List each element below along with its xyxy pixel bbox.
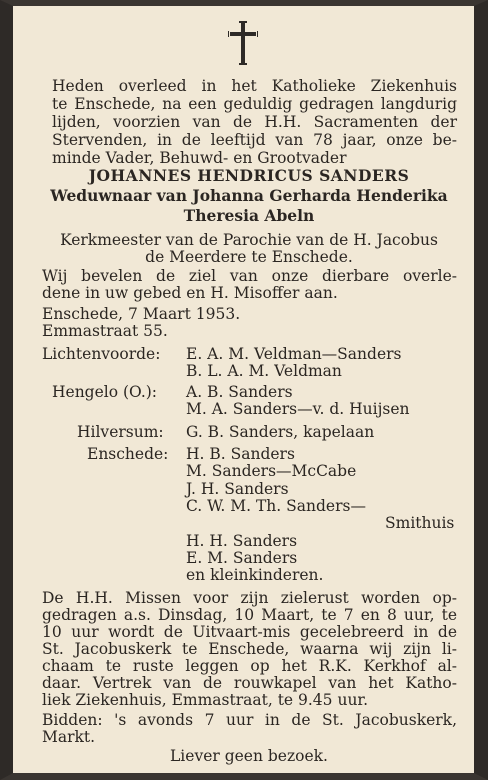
role-line: de Meerdere te Enschede. [145, 248, 353, 266]
family-name: M. Sanders—McCabe [186, 462, 357, 480]
family-place: Enschede: [87, 445, 169, 463]
prayer-time-line: Bidden: 's avonds 7 uur in de St. Jacobuskerk, [42, 711, 457, 729]
widower-line: Theresia Abeln [183, 206, 315, 225]
cross-icon [228, 20, 258, 68]
family-name: B. L. A. M. Veldman [186, 362, 342, 380]
family-name: A. B. Sanders [186, 383, 293, 401]
family-name: M. A. Sanders—v. d. Huijsen [186, 400, 410, 418]
family-place: Hengelo (O.): [52, 383, 158, 401]
family-name: C. W. M. Th. Sanders— [186, 497, 366, 515]
prayer-line: dene in uw gebed en H. Misoffer aan. [42, 284, 338, 302]
mass-line: gedragen a.s. Dinsdag, 10 Maart, te 7 en 8 uur, te [42, 606, 457, 624]
mass-line: St. Jacobuskerk te Enschede, waarna wij zijn li- [42, 640, 457, 658]
address: Emmastraat 55. [42, 322, 168, 340]
mass-line: daar. Vertrek van de rouwkapel van het Katho- [42, 674, 457, 692]
intro-line: te Enschede, na een geduldig gedragen langdurig [52, 95, 457, 113]
family-name: E. M. Sanders [186, 549, 298, 567]
widower-line: Weduwnaar van Johanna Gerharda Henderika [50, 186, 448, 205]
role-line: Kerkmeester van de Parochie van de H. Jacobus [60, 231, 438, 249]
mass-line: 10 uur wordt de Uitvaart-mis gecelebreerd in de [42, 623, 457, 641]
mass-line: De H.H. Missen voor zijn zielerust worden op- [42, 589, 457, 607]
mass-line: liek Ziekenhuis, Emmastraat, te 9.45 uur. [42, 691, 369, 709]
deceased-name: JOHANNES HENDRICUS SANDERS [88, 166, 410, 185]
prayer-line: Wij bevelen de ziel van onze dierbare overle- [42, 267, 457, 285]
family-place: Hilversum: [77, 423, 164, 441]
intro-line: minde Vader, Behuwd- en Grootvader [52, 149, 347, 167]
mass-line: chaam te ruste leggen op het R.K. Kerkhof al- [42, 657, 457, 675]
family-name: E. A. M. Veldman—Sanders [186, 345, 402, 363]
closing-line: Liever geen bezoek. [170, 747, 328, 765]
family-name: J. H. Sanders [186, 480, 289, 498]
family-name: H. B. Sanders [186, 445, 295, 463]
place-date: Enschede, 7 Maart 1953. [42, 305, 241, 323]
intro-line: Stervenden, in de leeftijd van 78 jaar, onze be- [52, 131, 457, 149]
family-name: Smithuis [385, 514, 455, 532]
prayer-time-line: Markt. [42, 728, 96, 746]
intro-line: Heden overleed in het Katholieke Ziekenhuis [52, 77, 457, 95]
family-name: en kleinkinderen. [186, 566, 324, 584]
family-name: G. B. Sanders, kapelaan [186, 423, 375, 441]
family-name: H. H. Sanders [186, 532, 298, 550]
intro-line: lijden, voorzien van de H.H. Sacramenten der [52, 113, 457, 131]
family-place: Lichtenvoorde: [42, 345, 161, 363]
